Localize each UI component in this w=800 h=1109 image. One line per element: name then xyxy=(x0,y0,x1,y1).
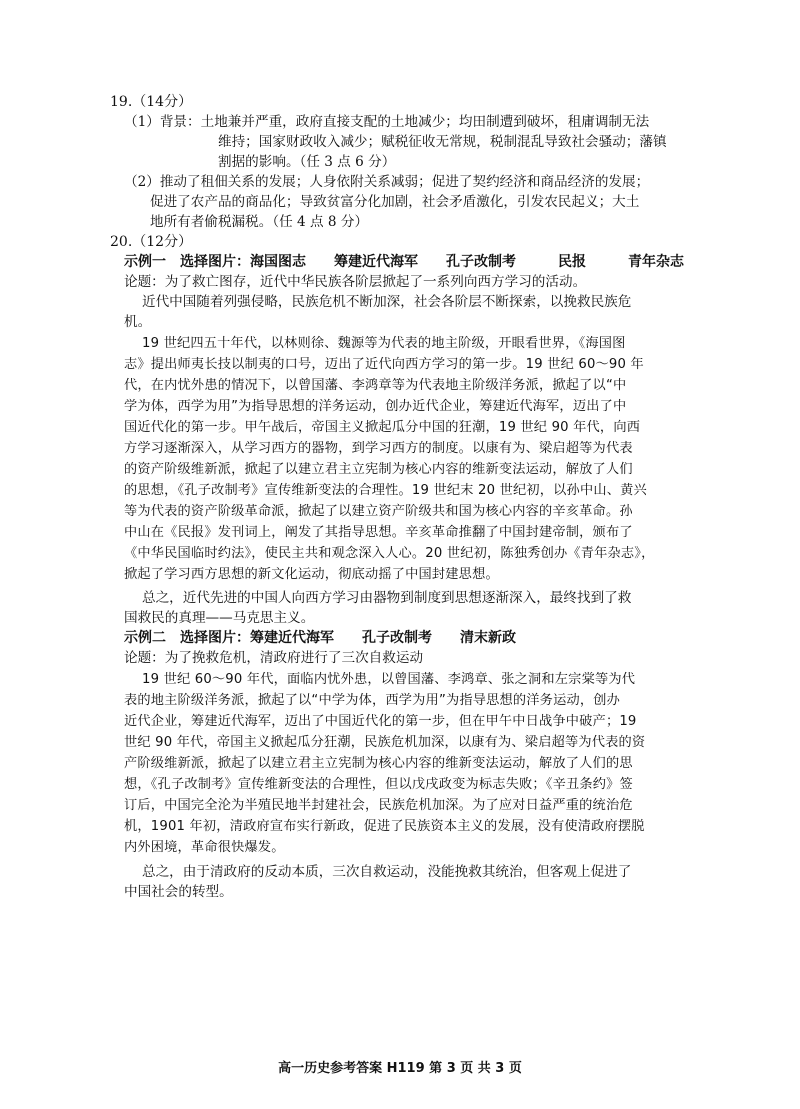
example2-title: 示例二 选择图片：筹建近代海军 孔子改制考 清末新政 xyxy=(124,630,516,646)
example1-conclusion-line2: 国救民的真理——马克思主义。 xyxy=(124,610,315,626)
q19-part2-line2: 促进了农产品的商品化；导致贫富分化加剧，社会矛盾激化，引发农民起义；大土 xyxy=(150,194,640,210)
example1-body-line: 国近代化的第一步。甲午战后，帝国主义掀起瓜分中国的狂潮，19 世纪 90 年代，向西 xyxy=(124,420,641,435)
example1-body-line: 19 世纪四五十年代，以林则徐、魏源等为代表的地主阶级，开眼看世界，《海国图 xyxy=(142,336,626,351)
example1-title: 示例一 选择图片：海国图志 筹建近代海军 孔子改制考 民报 青年杂志 xyxy=(124,254,684,270)
example2-body-line: 产阶级维新派，掀起了以建立君主立宪制为核心内容的维新变法运动，解放了人们的思 xyxy=(124,756,633,771)
q19-part1-line3: 割据的影响。（任 3 点 6 分） xyxy=(218,154,396,170)
q19-part2-line1: （2）推动了租佃关系的发展；人身依附关系减弱；促进了契约经济和商品经济的发展； xyxy=(124,174,650,190)
example1-thesis: 论题：为了救亡图存，近代中华民族各阶层掀起了一系列向西方学习的活动。 xyxy=(124,274,587,290)
example2-conclusion-line1: 总之，由于清政府的反动本质，三次自救运动，没能挽救其统治，但客观上促进了 xyxy=(142,864,632,880)
example2-body-line: 机，1901 年初，清政府宣布实行新政，促进了民族资本主义的发展，没有使清政府摆脱 xyxy=(124,819,645,834)
example1-body-line: 《中华民国临时约法》，使民主共和观念深入人心。20 世纪初，陈独秀创办《青年杂志》， xyxy=(124,546,655,561)
example1-conclusion-line1: 总之，近代先进的中国人向西方学习由器物到制度到思想逐渐深入，最终找到了救 xyxy=(142,590,632,606)
example1-intro-line2: 机。 xyxy=(124,314,152,330)
example1-body-line: 中山在《民报》发刊词上，阐发了其指导思想。辛亥革命推翻了中国封建帝制，颁布了 xyxy=(124,525,633,540)
example1-body-line: 代，在内忧外患的情况下，以曾国藩、李鸿章等为代表地主阶级洋务派，掀起了以“中 xyxy=(124,378,627,393)
example1-body-line: 等为代表的资产阶级革命派，掀起了以建立资产阶级共和国为核心内容的辛亥革命。孙 xyxy=(124,504,633,519)
example2-conclusion-line2: 中国社会的转型。 xyxy=(124,884,233,900)
example1-body-line: 方学习逐渐深入，从学习西方的器物，到学习西方的制度。以康有为、梁启超等为代表 xyxy=(124,441,633,456)
example1-body-line: 学为体，西学为用”为指导思想的洋务运动，创办近代企业，筹建近代海军，迈出了中 xyxy=(124,399,627,414)
q19-header: 19.（14分） xyxy=(110,94,193,110)
q19-part1-line2: 维持；国家财政收入减少；赋税征收无常规，税制混乱导致社会骚动；藩镇 xyxy=(218,134,667,150)
example2-thesis: 论题：为了挽救危机，清政府进行了三次自救运动 xyxy=(124,650,424,666)
example2-body-line: 近代企业，筹建近代海军，迈出了中国近代化的第一步，但在甲午中日战争中破产；19 xyxy=(124,714,637,729)
example1-body-line: 志》提出师夷长技以制夷的口号，迈出了近代向西方学习的第一步。19 世纪 60～90 年 xyxy=(124,357,644,372)
page-footer: 高一历史参考答案 H119 第 3 页 共 3 页 xyxy=(278,1061,522,1076)
example2-body-line: 世纪 90 年代，帝国主义掀起瓜分狂潮，民族危机加深，以康有为、梁启超等为代表的资 xyxy=(124,735,646,750)
example2-body-line: 内外困境，革命很快爆发。 xyxy=(124,840,285,855)
example2-body-line: 表的地主阶级洋务派，掀起了以“中学为体，西学为用”为指导思想的洋务运动，创办 xyxy=(124,693,621,708)
example1-body-line: 的资产阶级维新派，掀起了以建立君主立宪制为核心内容的维新变法运动，解放了人们 xyxy=(124,462,633,477)
q20-header: 20.（12分） xyxy=(110,234,193,250)
example2-body-line: 19 世纪 60～90 年代，面临内忧外患，以曾国藩、李鸿章、张之洞和左宗棠等为代 xyxy=(142,672,636,687)
example1-body-line: 掀起了学习西方思想的新文化运动，彻底动摇了中国封建思想。 xyxy=(124,567,499,582)
example2-body-line: 想，《孔子改制考》宣传维新变法的合理性，但以戊戌政变为标志失败；《辛丑条约》签 xyxy=(124,777,633,792)
q19-part2-line3: 地所有者偷税漏税。（任 4 点 8 分） xyxy=(150,214,369,230)
q19-part1-line1: （1）背景：土地兼并严重，政府直接支配的土地减少；均田制遭到破坏，租庸调制无法 xyxy=(124,114,650,130)
example2-body-line: 订后，中国完全沦为半殖民地半封建社会，民族危机加深。为了应对日益严重的统治危 xyxy=(124,798,633,813)
example1-intro-line1: 近代中国随着列强侵略，民族危机不断加深，社会各阶层不断探索，以挽救民族危 xyxy=(142,294,632,310)
example1-body-line: 的思想，《孔子改制考》宣传维新变法的合理性。19 世纪末 20 世纪初，以孙中山、黄兴 xyxy=(124,483,647,498)
